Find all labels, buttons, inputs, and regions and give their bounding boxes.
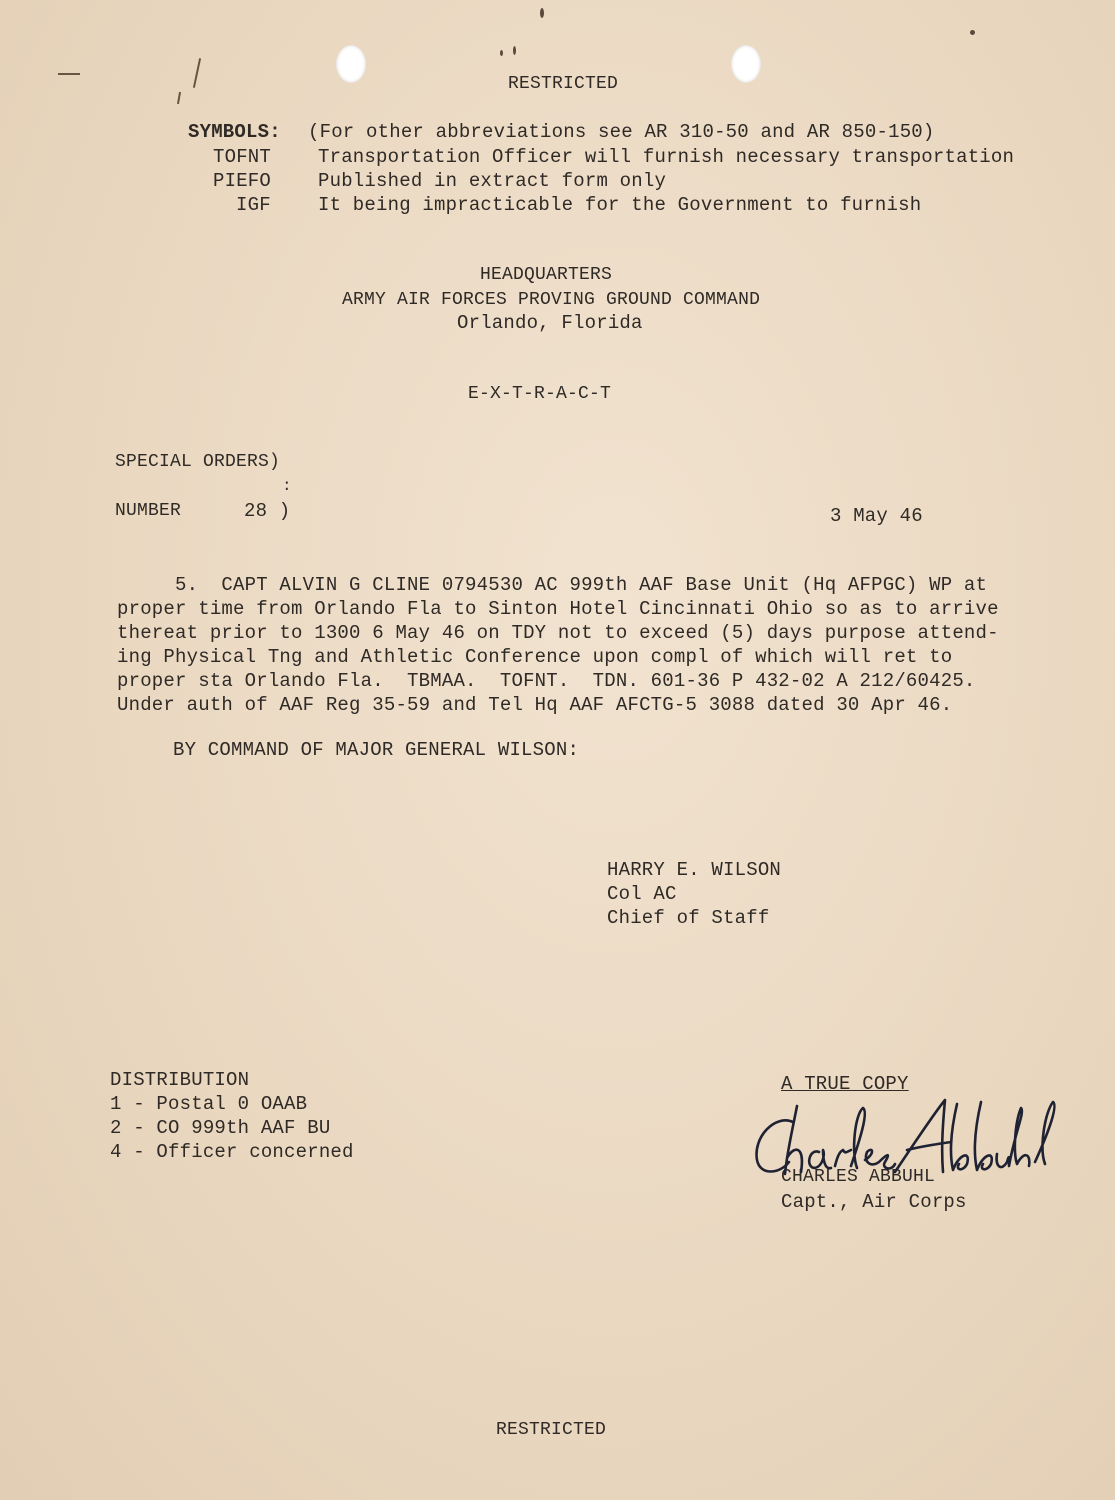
symbol-code: TOFNT	[213, 146, 272, 168]
true-copy-title: Capt., Air Corps	[781, 1191, 967, 1213]
symbol-text: Published in extract form only	[318, 170, 667, 192]
handwritten-signature	[745, 1092, 1065, 1187]
footer-restricted-label: RESTRICTED	[496, 1420, 607, 1440]
ink-speck	[513, 46, 516, 55]
order-date: 3 May 46	[830, 505, 923, 527]
body-line: Under auth of AAF Reg 35-59 and Tel Hq AAF AFCTG-5 3088 dated 30 Apr 46.	[117, 694, 953, 716]
ink-speck	[970, 30, 975, 35]
hq-location: Orlando, Florida	[457, 312, 643, 334]
symbol-code: PIEFO	[213, 170, 272, 192]
distribution-heading: DISTRIBUTION	[110, 1069, 250, 1091]
extract-label: E-X-T-R-A-C-T	[468, 384, 612, 404]
hq-title: HEADQUARTERS	[480, 265, 613, 285]
special-orders-label: SPECIAL ORDERS)	[115, 452, 281, 472]
number-label: NUMBER	[115, 501, 182, 521]
header-restricted-label: RESTRICTED	[508, 74, 619, 94]
signer-title: Chief of Staff	[607, 907, 770, 929]
ink-speck	[540, 8, 544, 18]
signer-rank: Col AC	[607, 883, 677, 905]
body-line: ing Physical Tng and Athletic Conference upon compl of which will ret to	[117, 646, 953, 668]
symbols-note: (For other abbreviations see AR 310-50 and AR 850-150)	[308, 121, 935, 143]
punch-hole-left	[336, 45, 366, 83]
symbol-text: Transportation Officer will furnish necessary transportation	[318, 146, 1015, 168]
ink-mark	[177, 92, 181, 104]
body-line: proper sta Orlando Fla. TBMAA. TOFNT. TDN. 601-36 P 432-02 A 212/60425.	[117, 670, 976, 692]
distribution-item: 2 - CO 999th AAF BU	[110, 1117, 331, 1139]
number-value: 28 )	[244, 500, 291, 522]
symbol-code: IGF	[236, 194, 271, 216]
ink-mark	[193, 58, 201, 88]
true-copy-label: A TRUE COPY	[781, 1073, 909, 1095]
symbols-label: SYMBOLS:	[188, 121, 281, 143]
body-line: thereat prior to 1300 6 May 46 on TDY not to exceed (5) days purpose attend-	[117, 622, 999, 644]
body-line: 5. CAPT ALVIN G CLINE 0794530 AC 999th AAF Base Unit (Hq AFPGC) WP at	[117, 574, 988, 596]
ink-mark	[58, 73, 80, 75]
distribution-item: 1 - Postal 0 OAAB	[110, 1093, 308, 1115]
punch-hole-right	[731, 45, 761, 83]
hq-command: ARMY AIR FORCES PROVING GROUND COMMAND	[342, 290, 761, 310]
orders-colon: :	[282, 477, 292, 495]
symbol-text: It being impracticable for the Government to furnish	[318, 194, 922, 216]
true-copy-name: CHARLES ABBUHL	[781, 1167, 936, 1187]
by-command-line: BY COMMAND OF MAJOR GENERAL WILSON:	[173, 739, 580, 761]
body-line: proper time from Orlando Fla to Sinton Hotel Cincinnati Ohio so as to arrive	[117, 598, 999, 620]
ink-speck	[500, 50, 503, 56]
distribution-item: 4 - Officer concerned	[110, 1141, 354, 1163]
signer-name: HARRY E. WILSON	[607, 859, 782, 881]
